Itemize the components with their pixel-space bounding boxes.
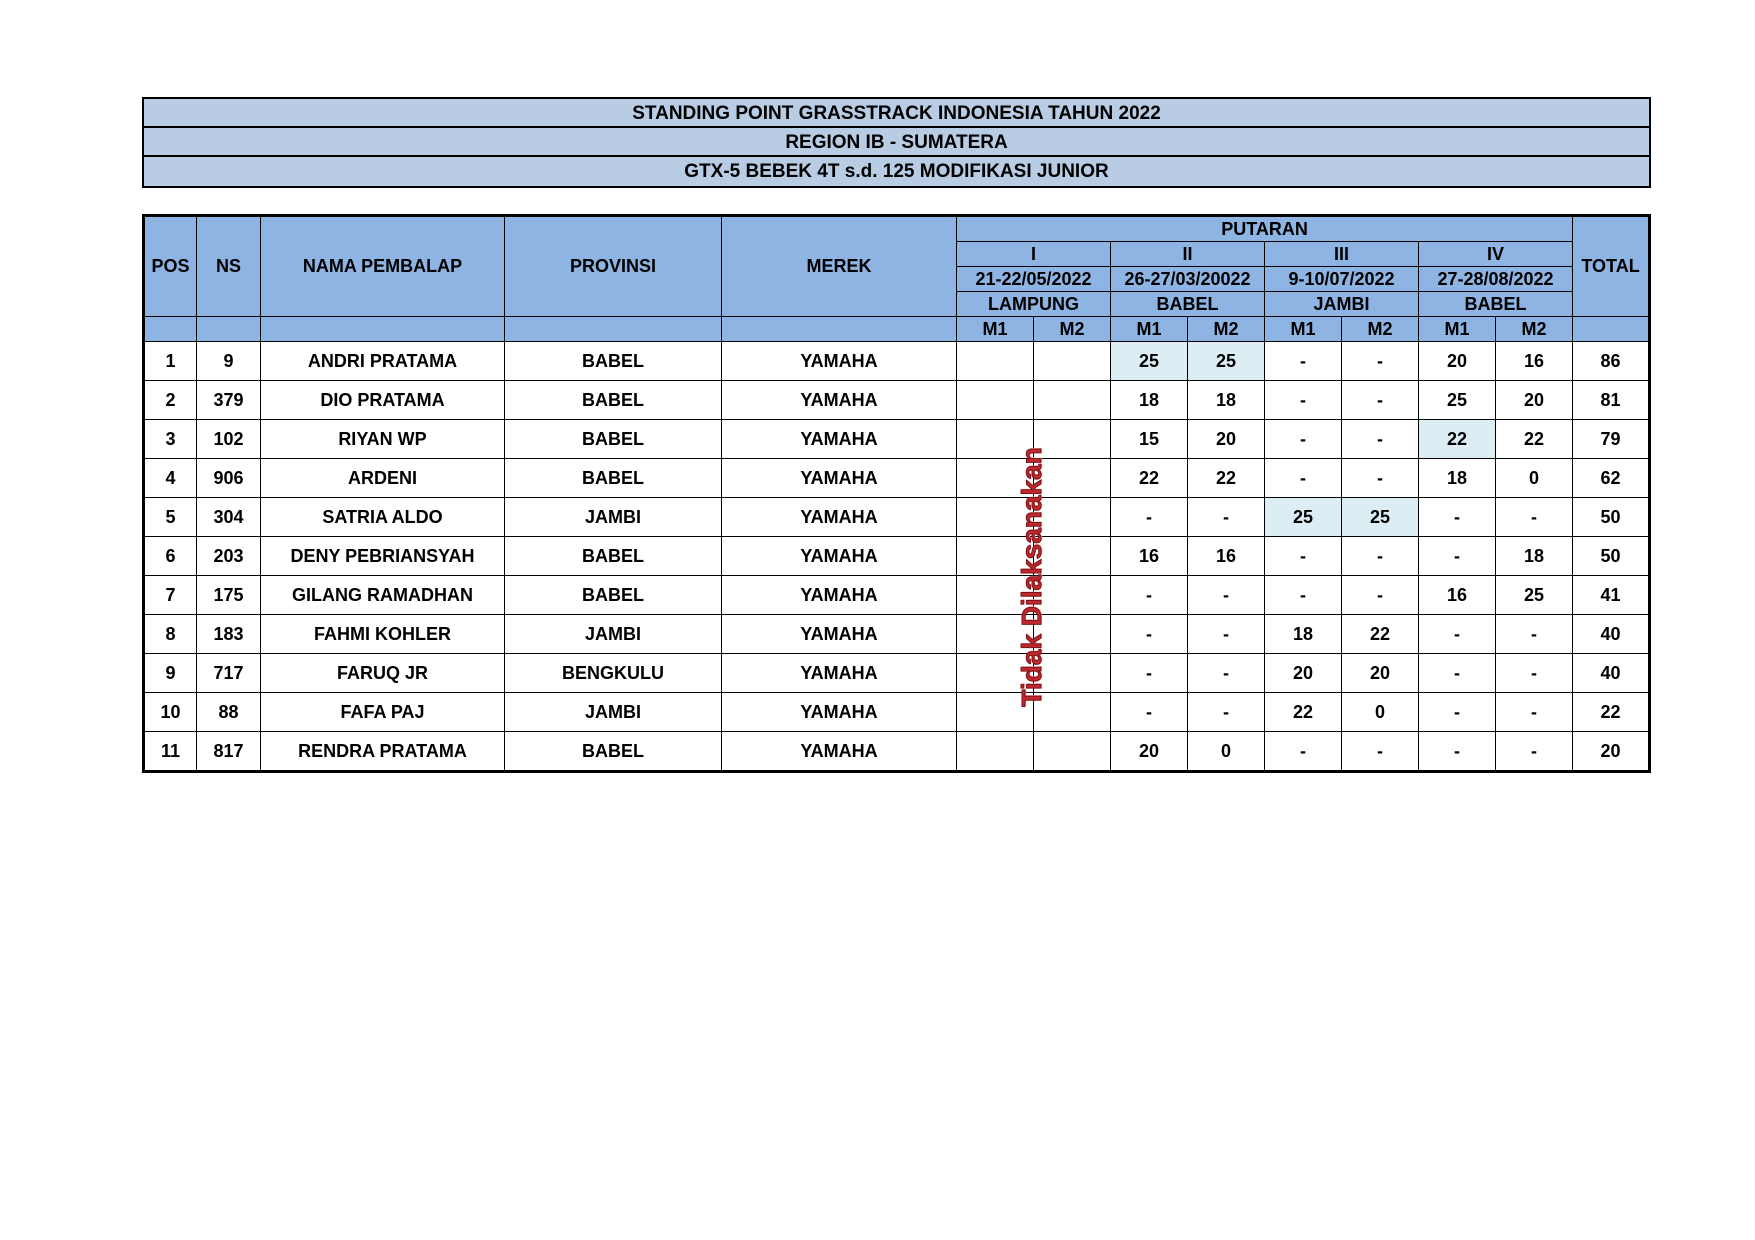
cell-r3m2: 22 <box>1342 615 1419 654</box>
table-row <box>144 459 1650 498</box>
cell-r4m1: - <box>1419 693 1496 732</box>
cell-pos: 8 <box>144 615 197 654</box>
cell-r2m2: 25 <box>1188 342 1265 381</box>
header-blank <box>722 317 957 342</box>
cell-r2m1: - <box>1111 615 1188 654</box>
cell-merek: YAMAHA <box>722 420 957 459</box>
header-moto1: M1 <box>1111 317 1188 342</box>
cell-pos: 4 <box>144 459 197 498</box>
cell-provinsi: BABEL <box>505 732 722 772</box>
table-row <box>144 381 1650 420</box>
cell-r4m1: - <box>1419 654 1496 693</box>
cell-r4m2: - <box>1496 615 1573 654</box>
cell-r3m2: - <box>1342 420 1419 459</box>
cell-merek: YAMAHA <box>722 381 957 420</box>
cell-r3m2: 25 <box>1342 498 1419 537</box>
cell-r1m1 <box>957 693 1034 732</box>
cell-total: 41 <box>1573 576 1650 615</box>
cell-total: 40 <box>1573 615 1650 654</box>
cell-r1m2 <box>1034 498 1111 537</box>
cell-r2m1: - <box>1111 693 1188 732</box>
cell-provinsi: BABEL <box>505 576 722 615</box>
cell-r4m1: 25 <box>1419 381 1496 420</box>
cell-r2m2: - <box>1188 498 1265 537</box>
cell-provinsi: BABEL <box>505 342 722 381</box>
cell-pos: 6 <box>144 537 197 576</box>
cell-r4m2: 0 <box>1496 459 1573 498</box>
cell-r3m2: - <box>1342 459 1419 498</box>
cell-r1m2 <box>1034 381 1111 420</box>
cell-r1m1 <box>957 537 1034 576</box>
header-total: TOTAL <box>1573 216 1650 317</box>
cell-merek: YAMAHA <box>722 498 957 537</box>
cell-r4m2: 20 <box>1496 381 1573 420</box>
round-number: I <box>957 242 1111 267</box>
cell-r4m1: 20 <box>1419 342 1496 381</box>
table-row <box>144 537 1650 576</box>
cell-r3m2: - <box>1342 576 1419 615</box>
cell-r2m2: - <box>1188 615 1265 654</box>
cell-r1m1 <box>957 459 1034 498</box>
cell-ns: 183 <box>197 615 261 654</box>
round-place: JAMBI <box>1265 292 1419 317</box>
cell-r2m2: - <box>1188 576 1265 615</box>
header-blank <box>1573 317 1650 342</box>
cell-total: 81 <box>1573 381 1650 420</box>
cell-pos: 7 <box>144 576 197 615</box>
cell-r1m2 <box>1034 537 1111 576</box>
not-held-stamp-text: Tidak Dilaksanakan <box>1016 447 1047 707</box>
cell-provinsi: JAMBI <box>505 693 722 732</box>
cell-r2m2: 0 <box>1188 732 1265 772</box>
cell-r2m2: 16 <box>1188 537 1265 576</box>
header-moto1: M1 <box>957 317 1034 342</box>
header-blank <box>144 317 197 342</box>
region-title: REGION IB - SUMATERA <box>144 128 1649 157</box>
cell-r2m2: - <box>1188 693 1265 732</box>
cell-r2m1: 22 <box>1111 459 1188 498</box>
header-moto2: M2 <box>1342 317 1419 342</box>
cell-ns: 304 <box>197 498 261 537</box>
cell-r3m1: - <box>1265 381 1342 420</box>
cell-r4m2: 18 <box>1496 537 1573 576</box>
cell-total: 50 <box>1573 498 1650 537</box>
cell-ns: 717 <box>197 654 261 693</box>
cell-provinsi: BABEL <box>505 459 722 498</box>
cell-provinsi: BENGKULU <box>505 654 722 693</box>
cell-total: 86 <box>1573 342 1650 381</box>
cell-pos: 3 <box>144 420 197 459</box>
cell-r3m2: 0 <box>1342 693 1419 732</box>
header-ns: NS <box>197 216 261 317</box>
cell-total: 50 <box>1573 537 1650 576</box>
table-row <box>144 342 1650 381</box>
cell-r1m2 <box>1034 732 1111 772</box>
header-moto2: M2 <box>1496 317 1573 342</box>
cell-r2m2: 20 <box>1188 420 1265 459</box>
cell-r2m1: - <box>1111 576 1188 615</box>
table-row <box>144 498 1650 537</box>
cell-r1m1 <box>957 732 1034 772</box>
round-number: III <box>1265 242 1419 267</box>
cell-r1m1 <box>957 342 1034 381</box>
cell-r3m2: - <box>1342 537 1419 576</box>
cell-ns: 175 <box>197 576 261 615</box>
table-row <box>144 576 1650 615</box>
cell-r4m2: 16 <box>1496 342 1573 381</box>
table-row <box>144 420 1650 459</box>
cell-ns: 9 <box>197 342 261 381</box>
cell-merek: YAMAHA <box>722 342 957 381</box>
class-title: GTX-5 BEBEK 4T s.d. 125 MODIFIKASI JUNIOR <box>144 157 1649 186</box>
cell-r3m1: - <box>1265 732 1342 772</box>
cell-r3m1: - <box>1265 342 1342 381</box>
header-moto1: M1 <box>1419 317 1496 342</box>
round-place: BABEL <box>1111 292 1265 317</box>
cell-merek: YAMAHA <box>722 537 957 576</box>
cell-r4m1: 18 <box>1419 459 1496 498</box>
cell-r1m1 <box>957 576 1034 615</box>
cell-pos: 10 <box>144 693 197 732</box>
cell-r1m2 <box>1034 459 1111 498</box>
cell-ns: 379 <box>197 381 261 420</box>
cell-nama: ANDRI PRATAMA <box>261 342 505 381</box>
cell-total: 40 <box>1573 654 1650 693</box>
cell-r2m1: - <box>1111 654 1188 693</box>
cell-nama: FARUQ JR <box>261 654 505 693</box>
cell-r1m2 <box>1034 342 1111 381</box>
round-number: II <box>1111 242 1265 267</box>
round-place: BABEL <box>1419 292 1573 317</box>
cell-nama: ARDENI <box>261 459 505 498</box>
cell-total: 22 <box>1573 693 1650 732</box>
cell-provinsi: BABEL <box>505 420 722 459</box>
cell-ns: 817 <box>197 732 261 772</box>
cell-r4m1: - <box>1419 615 1496 654</box>
cell-pos: 1 <box>144 342 197 381</box>
cell-pos: 11 <box>144 732 197 772</box>
cell-r3m1: 25 <box>1265 498 1342 537</box>
cell-r3m1: 22 <box>1265 693 1342 732</box>
round-date: 26-27/03/20022 <box>1111 267 1265 292</box>
table-row <box>144 615 1650 654</box>
cell-merek: YAMAHA <box>722 615 957 654</box>
cell-r1m2 <box>1034 693 1111 732</box>
header-nama: NAMA PEMBALAP <box>261 216 505 317</box>
header-putaran: PUTARAN <box>957 216 1573 242</box>
cell-r4m2: - <box>1496 654 1573 693</box>
cell-r4m1: - <box>1419 537 1496 576</box>
cell-r4m2: 25 <box>1496 576 1573 615</box>
standings-table <box>142 214 1651 773</box>
header-merek: MEREK <box>722 216 957 317</box>
cell-nama: FAHMI KOHLER <box>261 615 505 654</box>
cell-r1m1 <box>957 381 1034 420</box>
cell-r2m1: 18 <box>1111 381 1188 420</box>
header-provinsi: PROVINSI <box>505 216 722 317</box>
cell-r2m1: 16 <box>1111 537 1188 576</box>
cell-r4m1: - <box>1419 732 1496 772</box>
cell-merek: YAMAHA <box>722 576 957 615</box>
title-block <box>142 97 1651 188</box>
cell-r3m2: - <box>1342 342 1419 381</box>
cell-r4m2: - <box>1496 732 1573 772</box>
cell-nama: FAFA PAJ <box>261 693 505 732</box>
cell-ns: 906 <box>197 459 261 498</box>
cell-r1m1 <box>957 654 1034 693</box>
cell-r1m1 <box>957 420 1034 459</box>
cell-r1m1 <box>957 615 1034 654</box>
cell-r3m1: 18 <box>1265 615 1342 654</box>
cell-r2m1: 25 <box>1111 342 1188 381</box>
cell-r1m2 <box>1034 654 1111 693</box>
cell-r4m2: - <box>1496 693 1573 732</box>
cell-provinsi: BABEL <box>505 381 722 420</box>
cell-r2m2: - <box>1188 654 1265 693</box>
cell-r1m1 <box>957 498 1034 537</box>
cell-provinsi: BABEL <box>505 537 722 576</box>
cell-r4m1: 16 <box>1419 576 1496 615</box>
table-row <box>144 693 1650 732</box>
cell-r3m1: - <box>1265 537 1342 576</box>
cell-r2m2: 18 <box>1188 381 1265 420</box>
header-blank <box>197 317 261 342</box>
table-row <box>144 732 1650 772</box>
cell-provinsi: JAMBI <box>505 498 722 537</box>
cell-nama: DENY PEBRIANSYAH <box>261 537 505 576</box>
header-moto1: M1 <box>1265 317 1342 342</box>
cell-r2m2: 22 <box>1188 459 1265 498</box>
cell-total: 62 <box>1573 459 1650 498</box>
cell-pos: 2 <box>144 381 197 420</box>
header-blank <box>261 317 505 342</box>
cell-nama: SATRIA ALDO <box>261 498 505 537</box>
round-date: 21-22/05/2022 <box>957 267 1111 292</box>
cell-pos: 5 <box>144 498 197 537</box>
cell-nama: RIYAN WP <box>261 420 505 459</box>
cell-ns: 102 <box>197 420 261 459</box>
cell-nama: GILANG RAMADHAN <box>261 576 505 615</box>
cell-r2m1: 20 <box>1111 732 1188 772</box>
cell-total: 20 <box>1573 732 1650 772</box>
cell-r2m1: 15 <box>1111 420 1188 459</box>
header-blank <box>505 317 722 342</box>
cell-merek: YAMAHA <box>722 732 957 772</box>
cell-r1m2 <box>1034 615 1111 654</box>
cell-r1m2 <box>1034 420 1111 459</box>
cell-r1m2 <box>1034 576 1111 615</box>
cell-merek: YAMAHA <box>722 693 957 732</box>
cell-r3m1: 20 <box>1265 654 1342 693</box>
cell-merek: YAMAHA <box>722 459 957 498</box>
cell-total: 79 <box>1573 420 1650 459</box>
cell-r4m2: - <box>1496 498 1573 537</box>
header-moto2: M2 <box>1188 317 1265 342</box>
header-pos: POS <box>144 216 197 317</box>
cell-r4m1: - <box>1419 498 1496 537</box>
round-place: LAMPUNG <box>957 292 1111 317</box>
cell-r2m1: - <box>1111 498 1188 537</box>
cell-merek: YAMAHA <box>722 654 957 693</box>
cell-r3m1: - <box>1265 459 1342 498</box>
cell-r3m1: - <box>1265 420 1342 459</box>
round-date: 9-10/07/2022 <box>1265 267 1419 292</box>
cell-pos: 9 <box>144 654 197 693</box>
cell-r3m2: - <box>1342 381 1419 420</box>
cell-nama: DIO PRATAMA <box>261 381 505 420</box>
table-row <box>144 654 1650 693</box>
round-number: IV <box>1419 242 1573 267</box>
cell-ns: 88 <box>197 693 261 732</box>
cell-nama: RENDRA PRATAMA <box>261 732 505 772</box>
cell-r4m1: 22 <box>1419 420 1496 459</box>
cell-r4m2: 22 <box>1496 420 1573 459</box>
cell-ns: 203 <box>197 537 261 576</box>
header-moto2: M2 <box>1034 317 1111 342</box>
cell-r3m2: - <box>1342 732 1419 772</box>
cell-r3m2: 20 <box>1342 654 1419 693</box>
main-title: STANDING POINT GRASSTRACK INDONESIA TAHUN 2022 <box>144 99 1649 128</box>
cell-provinsi: JAMBI <box>505 615 722 654</box>
cell-r3m1: - <box>1265 576 1342 615</box>
round-date: 27-28/08/2022 <box>1419 267 1573 292</box>
